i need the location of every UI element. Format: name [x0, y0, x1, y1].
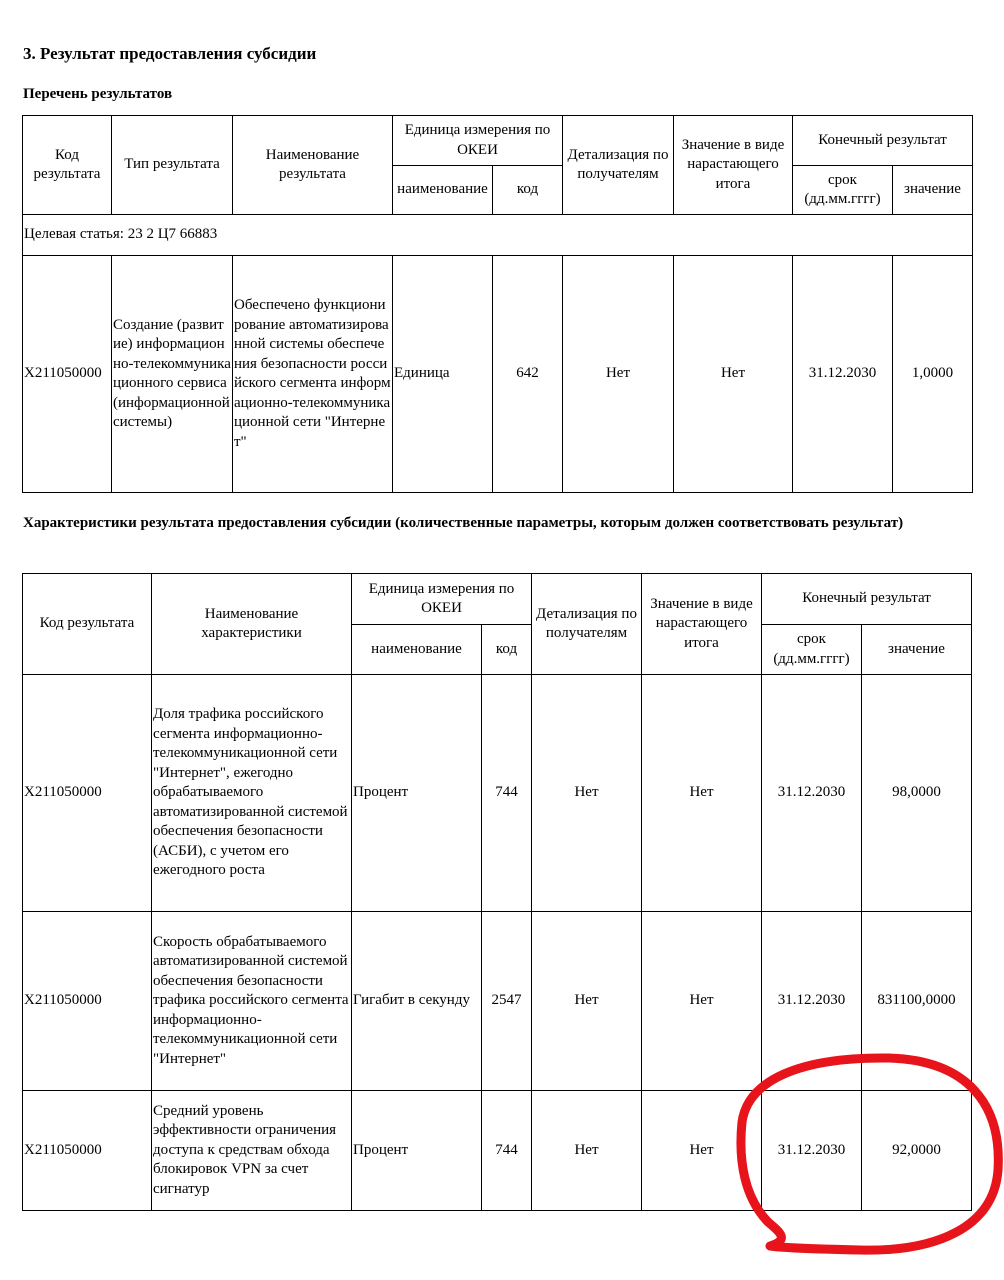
characteristics-title: Характеристики результата предоставления субсидии (количественные параметры, которым должен соответствовать результат) — [23, 515, 904, 531]
result-name: Обеспечено функционирование автоматизированной системы обеспечения безопасности российского сегмента информационно-телекоммуникационной сети "Интернет" — [233, 256, 393, 493]
header-deadline: срок (дд.мм.гггг) — [762, 625, 862, 675]
row-cumulative: Нет — [642, 1091, 762, 1211]
header-detail: Детализация по получателям — [532, 574, 642, 675]
row-detail: Нет — [532, 675, 642, 912]
header-name: Наименование результата — [233, 116, 393, 215]
header-code: Код результата — [23, 116, 112, 215]
row-code: X211050000 — [23, 675, 152, 912]
result-value: 1,0000 — [893, 256, 973, 493]
row-cumulative: Нет — [642, 675, 762, 912]
row-deadline: 31.12.2030 — [762, 912, 862, 1091]
header-cumulative: Значение в виде нарастающего итога — [642, 574, 762, 675]
header-detail: Детализация по получателям — [563, 116, 674, 215]
header-cumulative: Значение в виде нарастающего итога — [674, 116, 793, 215]
row-deadline: 31.12.2030 — [762, 1091, 862, 1211]
header-name: Наименование характеристики — [152, 574, 352, 675]
row-code: X211050000 — [23, 912, 152, 1091]
header-unit-code: код — [482, 625, 532, 675]
table-row — [23, 1091, 972, 1211]
header-unit-code: код — [493, 166, 563, 215]
row-unit-code: 744 — [482, 1091, 532, 1211]
section-title: 3. Результат предоставления субсидии — [23, 44, 317, 63]
result-unit-code: 642 — [493, 256, 563, 493]
row-detail: Нет — [532, 912, 642, 1091]
row-value: 98,0000 — [862, 675, 972, 912]
characteristics-table — [22, 573, 972, 1211]
row-name: Средний уровень эффективности ограничения доступа к средствам обхода блокировок VPN за счет сигнатур — [152, 1091, 352, 1211]
header-value: значение — [893, 166, 973, 215]
row-cumulative: Нет — [642, 912, 762, 1091]
result-cumulative: Нет — [674, 256, 793, 493]
header-type: Тип результата — [112, 116, 233, 215]
row-code: X211050000 — [23, 1091, 152, 1211]
row-value: 831100,0000 — [862, 912, 972, 1091]
row-value: 92,0000 — [862, 1091, 972, 1211]
header-value: значение — [862, 625, 972, 675]
result-code: X211050000 — [23, 256, 112, 493]
header-final-group: Конечный результат — [762, 574, 972, 625]
row-name: Скорость обрабатываемого автоматизированной системой обеспечения безопасности трафика российского сегмента информационно-телекоммуникационной сети "Интернет" — [152, 912, 352, 1091]
result-unit-name: Единица — [393, 256, 493, 493]
row-unit-name: Процент — [352, 675, 482, 912]
result-detail: Нет — [563, 256, 674, 493]
header-unit-name: наименование — [393, 166, 493, 215]
result-type: Создание (развитие) информационно-телекоммуникационного сервиса (информационной системы) — [112, 256, 233, 493]
row-deadline: 31.12.2030 — [762, 675, 862, 912]
header-final-group: Конечный результат — [793, 116, 973, 166]
table-row — [23, 912, 972, 1091]
row-detail: Нет — [532, 1091, 642, 1211]
row-unit-name: Процент — [352, 1091, 482, 1211]
header-unit-name: наименование — [352, 625, 482, 675]
row-unit-name: Гигабит в секунду — [352, 912, 482, 1091]
result-deadline: 31.12.2030 — [793, 256, 893, 493]
header-code: Код результата — [23, 574, 152, 675]
header-unit-group: Единица измерения по ОКЕИ — [352, 574, 532, 625]
results-list-title: Перечень результатов — [23, 86, 173, 102]
header-deadline: срок (дд.мм.гггг) — [793, 166, 893, 215]
table-row — [23, 675, 972, 912]
target-article: Целевая статья: 23 2 Ц7 66883 — [23, 215, 973, 256]
row-unit-code: 744 — [482, 675, 532, 912]
row-unit-code: 2547 — [482, 912, 532, 1091]
results-table — [22, 115, 973, 493]
row-name: Доля трафика российского сегмента информационно-телекоммуникационной сети "Интернет", ежегодно обрабатываемого автоматизированной системой обеспечения безопасности (АСБИ), с учетом его ежегодного роста — [152, 675, 352, 912]
header-unit-group: Единица измерения по ОКЕИ — [393, 116, 563, 166]
